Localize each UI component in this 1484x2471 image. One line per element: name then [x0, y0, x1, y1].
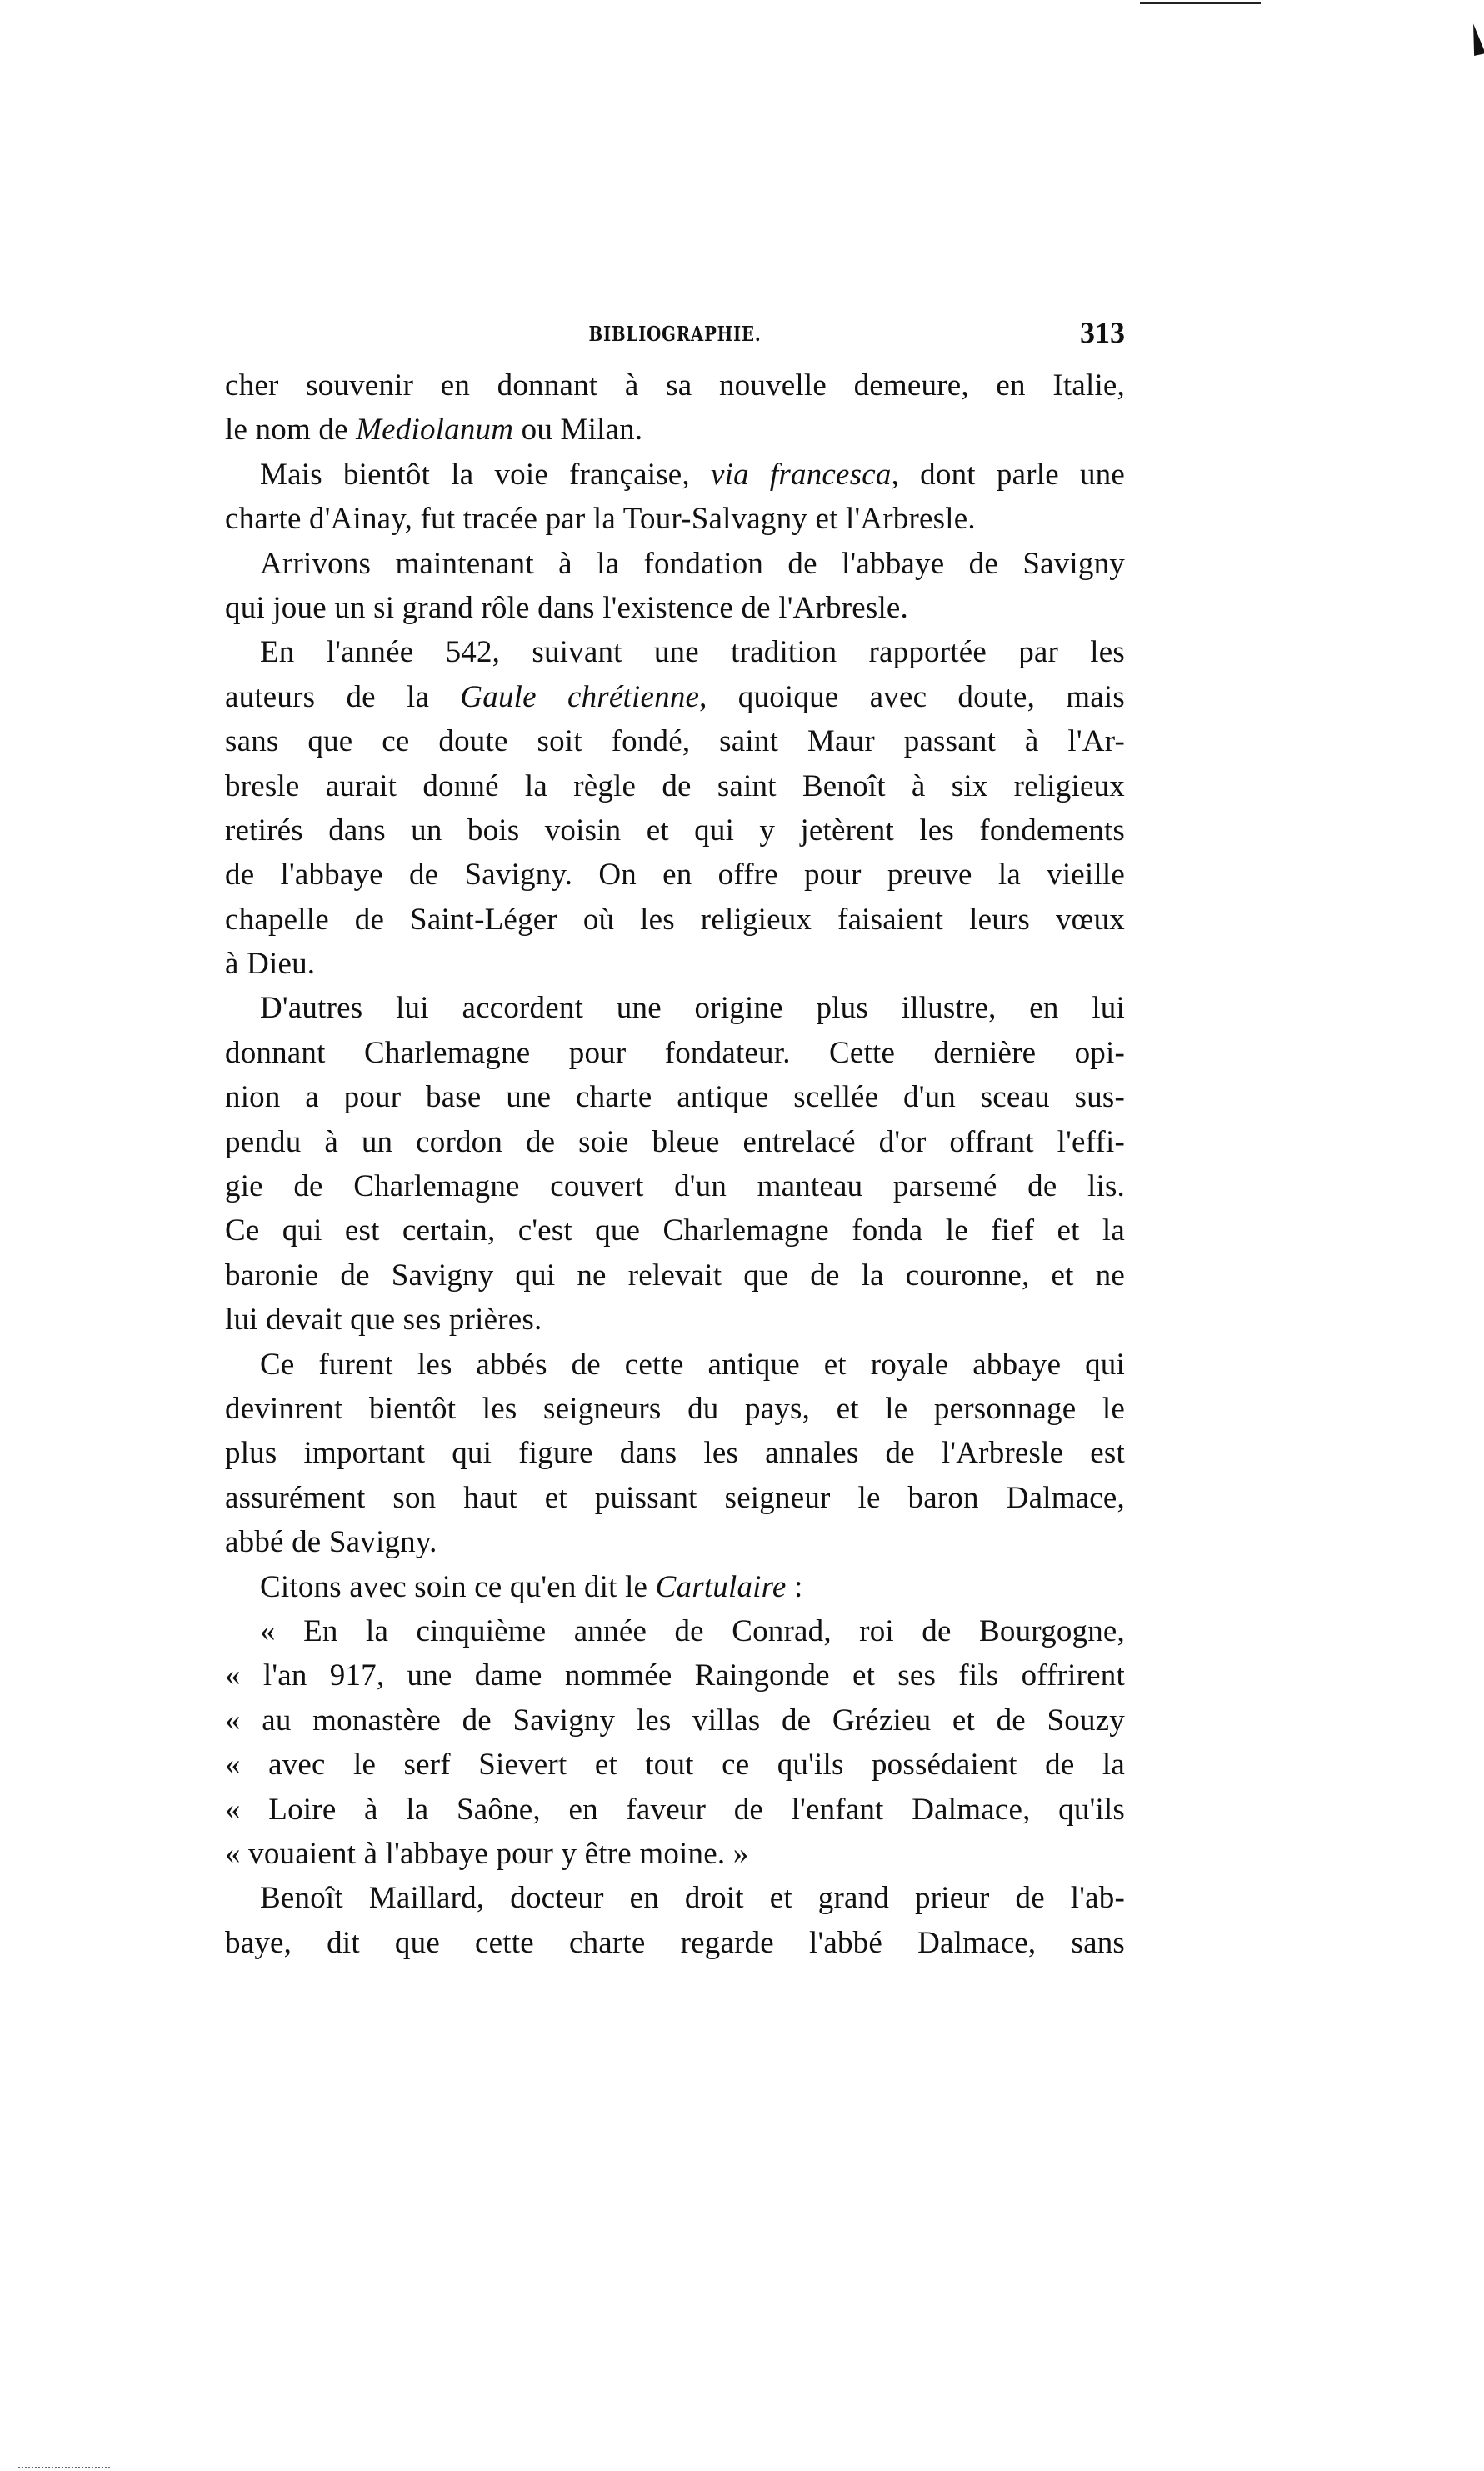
text-line: donnant Charlemagne pour fondateur. Cette dernière opi-	[225, 1035, 1125, 1070]
text-line: à Dieu.	[225, 947, 316, 982]
text-line: gie de Charlemagne couvert d'un manteau parsemé de lis.	[225, 1169, 1125, 1204]
text-line: de l'abbaye de Savigny. On en offre pour preuve la vieille	[225, 858, 1125, 893]
page-body	[225, 363, 1125, 1965]
text-line: abbé de Savigny.	[225, 1525, 437, 1560]
text-line: le nom de Mediolanum ou Milan.	[225, 413, 643, 448]
quote-line: « l'an 917, une dame nommée Raingonde et ses fils offrirent	[225, 1658, 1125, 1693]
scan-bottom-marks	[18, 2467, 110, 2470]
running-head: BIBLIOGRAPHIE.	[588, 322, 762, 346]
text-line: En l'année 542, suivant une tradition rapportée par les	[260, 635, 1125, 670]
text-line: sans que ce doute soit fondé, saint Maur passant à l'Ar-	[225, 724, 1125, 759]
italic-title: Gaule chrétienne	[460, 679, 700, 714]
text-line: assurément son haut et puissant seigneur le baron Dalmace,	[225, 1480, 1125, 1515]
text-line: Citons avec soin ce qu'en dit le Cartulaire :	[260, 1569, 803, 1604]
text-line: cher souvenir en donnant à sa nouvelle demeure, en Italie,	[225, 368, 1125, 403]
italic-title: Cartulaire	[655, 1569, 787, 1604]
text-line: qui joue un si grand rôle dans l'existence de l'Arbresle.	[225, 590, 908, 625]
text-line: plus important qui figure dans les annales de l'Arbresle est	[225, 1436, 1125, 1471]
text-line: Ce qui est certain, c'est que Charlemagne fonda le fief et la	[225, 1213, 1125, 1248]
italic-term: via francesca	[711, 457, 892, 492]
quote-line: « avec le serf Sievert et tout ce qu'ils possédaient de la	[225, 1748, 1125, 1783]
text-line: Arrivons maintenant à la fondation de l'abbaye de Savigny	[260, 546, 1125, 581]
text-line: retirés dans un bois voisin et qui y jetèrent les fondements	[225, 813, 1125, 848]
text-line: chapelle de Saint-Léger où les religieux faisaient leurs vœux	[225, 902, 1125, 937]
text-line: Benoît Maillard, docteur en droit et grand prieur de l'ab-	[260, 1881, 1125, 1916]
text-line: Ce furent les abbés de cette antique et royale abbaye qui	[260, 1347, 1125, 1382]
quote-line: « Loire à la Saône, en faveur de l'enfant Dalmace, qu'ils	[225, 1792, 1125, 1827]
text-line: Mais bientôt la voie française, via francesca, dont parle une	[260, 457, 1125, 492]
scan-corner-mark	[1467, 23, 1484, 56]
page-header	[225, 315, 1125, 348]
text-line: bresle aurait donné la règle de saint Benoît à six religieux	[225, 768, 1125, 803]
text-line: auteurs de la Gaule chrétienne, quoique avec doute, mais	[225, 679, 1125, 714]
page-number: 313	[1080, 316, 1125, 349]
text-line: lui devait que ses prières.	[225, 1303, 542, 1338]
text-line: devinrent bientôt les seigneurs du pays, et le personnage le	[225, 1391, 1125, 1426]
text-line: baye, dit que cette charte regarde l'abbé Dalmace, sans	[225, 1925, 1125, 1960]
quote-line: « En la cinquième année de Conrad, roi de Bourgogne,	[260, 1613, 1125, 1648]
text-line: D'autres lui accordent une origine plus illustre, en lui	[260, 991, 1125, 1026]
quote-line: « vouaient à l'abbaye pour y être moine. »	[225, 1836, 749, 1871]
quote-line: « au monastère de Savigny les villas de Grézieu et de Souzy	[225, 1703, 1125, 1738]
italic-title: Mediolanum	[356, 413, 514, 448]
text-line: nion a pour base une charte antique scellée d'un sceau sus-	[225, 1080, 1125, 1115]
text-line: baronie de Savigny qui ne relevait que de la couronne, et ne	[225, 1258, 1125, 1293]
text-line: pendu à un cordon de soie bleue entrelacé d'or offrant l'effi-	[225, 1124, 1125, 1159]
scan-top-rule	[1140, 2, 1261, 4]
text-line: charte d'Ainay, fut tracée par la Tour-Salvagny et l'Arbresle.	[225, 502, 976, 537]
